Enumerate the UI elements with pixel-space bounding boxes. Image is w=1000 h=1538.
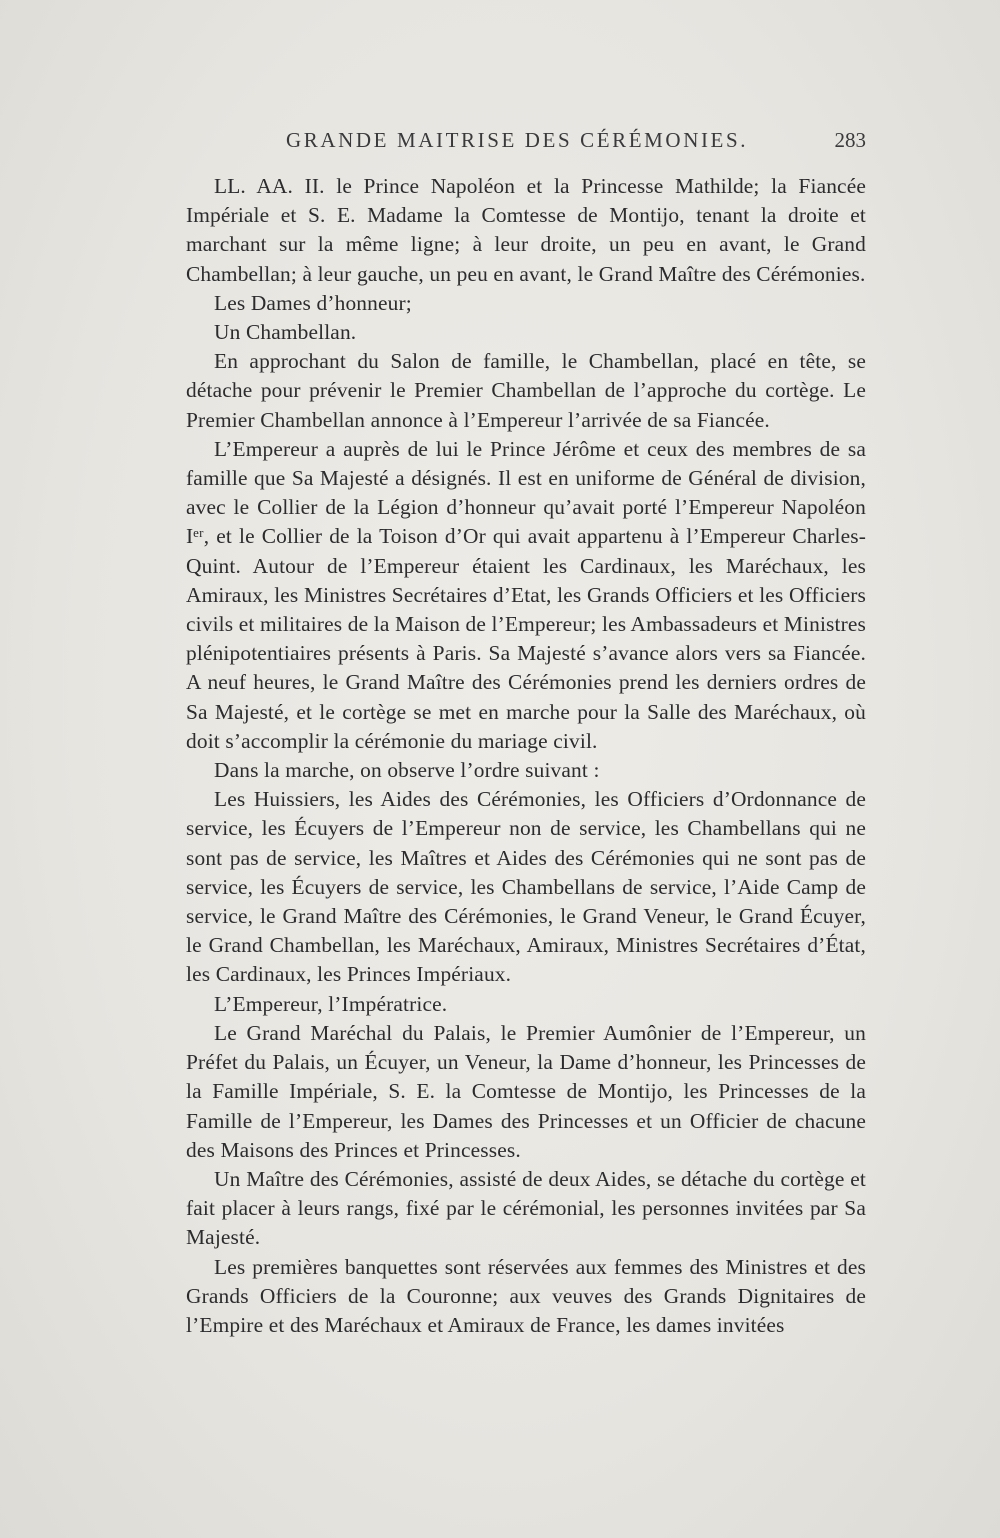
paragraph-empereur: L’Empereur a auprès de lui le Prince Jérôme et ceux des membres de sa famille que Sa Majesté a désignés. Il est en uniforme de Général de division, avec le Collier de la Légion d’honneur qu’avait porté l’Empereur Napoléon Iᵉʳ, et le Collier de la Toison d’Or qui avait appartenu à l’Empereur Charles-Quint. Autour de l’Empereur étaient les Cardinaux, les Maréchaux, les Amiraux, les Ministres Secrétaires d’Etat, les Grands Officiers et les Officiers civils et militaires de la Maison de l’Empereur; les Ambassadeurs et Ministres plénipotentiaires présents à Paris. Sa Majesté s’avance alors vers sa Fiancée. A neuf heures, le Grand Maître des Cérémonies prend les derniers ordres de Sa Majesté, et le cortège se met en marche pour la Salle des Maréchaux, où doit s’accomplir la cérémonie du mariage civil. (186, 436, 866, 753)
paragraph-empereur-imperatrice: L’Empereur, l’Impératrice. (214, 991, 448, 1016)
paragraph-banquettes: Les premières banquettes sont réservées aux femmes des Ministres et des Grands Officiers de la Couronne; aux veuves des Grands Dignitaires de l’Empire et des Maréchaux et Amiraux de France, les dames invitées (186, 1254, 866, 1337)
paragraph-huissiers: Les Huissiers, les Aides des Cérémonies, les Officiers d’Ordonnance de service, les Écuyers de l’Empereur non de service, les Chambellans qui ne sont pas de service, les Maîtres et Aides des Cérémonies qui ne sont pas de service, les Écuyers de service, les Chambellans de service, l’Aide Camp de service, le Grand Maître des Cérémonies, le Grand Veneur, le Grand Écuyer, le Grand Chambellan, les Maréchaux, Amiraux, Ministres Secrétaires d’État, les Cardinaux, les Princes Impériaux. (186, 787, 866, 987)
paragraph-maitre-ceremonies: Un Maître des Cérémonies, assisté de deux Aides, se détache du cortège et fait placer à leurs rangs, fixé par le cérémonial, les personnes invitées par Sa Majesté. (186, 1166, 866, 1250)
paragraph-salon-famille: En approchant du Salon de famille, le Chambellan, placé en tête, se détache pour prévenir le Premier Chambellan de l’approche du cortège. Le Premier Chambellan annonce à l’Empereur l’arrivée de sa Fiancée. (186, 349, 866, 432)
page-number: 283 (834, 128, 866, 152)
running-head (186, 128, 866, 160)
paragraph-dames-honneur: Les Dames d’honneur; (214, 290, 412, 315)
paragraph-cortege: LL. AA. II. le Prince Napoléon et la Princesse Mathilde; la Fiancée Impériale et S. E. Madame la Comtesse de Montijo, tenant la droite et marchant sur la même ligne; à leur droite, un peu en avant, le Grand Chambellan; à leur gauche, un peu en avant, le Grand Maître des Cérémonies. (186, 174, 866, 286)
paragraph-chambellan: Un Chambellan. (214, 320, 357, 345)
paragraph-ordre-marche: Dans la marche, on observe l’ordre suivant : (214, 758, 600, 783)
paragraph-grand-marechal: Le Grand Maréchal du Palais, le Premier Aumônier de l’Empereur, un Préfet du Palais, un Écuyer, un Veneur, la Dame d’honneur, les Princesses de la Famille Impériale, S. E. la Comtesse de Montijo, les Princesses de la Famille de l’Empereur, les Dames des Princesses et un Officier de chacune des Maisons des Princes et Princesses. (186, 1020, 866, 1162)
body-text (186, 172, 866, 1340)
header-title: GRANDE MAITRISE DES CÉRÉMONIES. (286, 128, 749, 152)
